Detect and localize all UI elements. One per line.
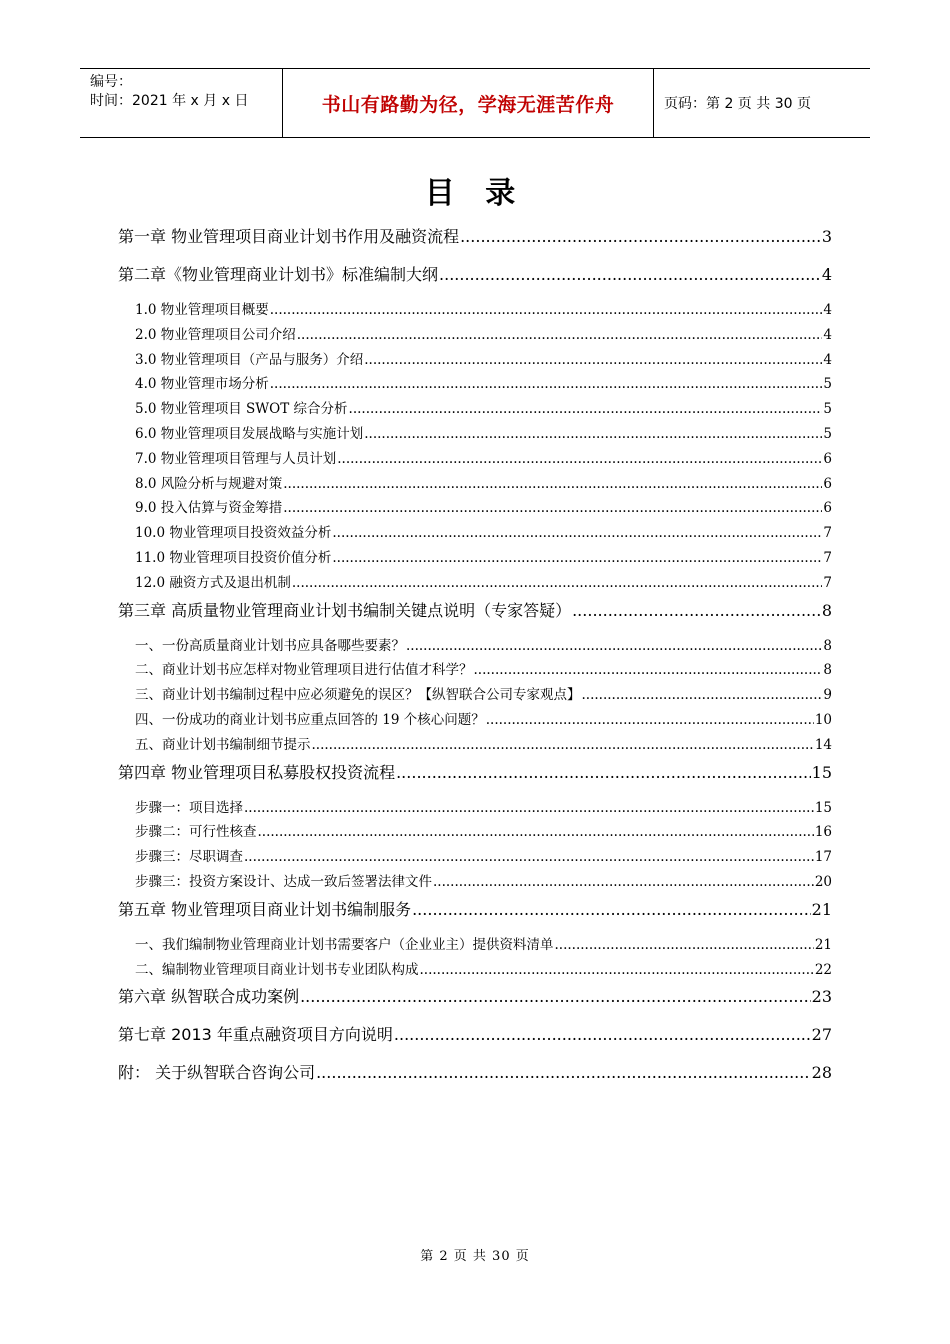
toc-section-entry[interactable] [118,820,832,845]
toc-entry-text: 第七章 2013 年重点融资项目方向说明 [118,1025,393,1045]
toc-entry-text: 11.0 物业管理项目投资价值分析 [135,549,332,566]
toc-leader-dots [283,472,822,496]
toc-leader-dots [270,372,823,396]
toc-entry-text: 4.0 物业管理市场分析 [135,376,269,393]
toc-entry-text: 10.0 物业管理项目投资效益分析 [135,525,332,542]
toc-section-entry[interactable] [118,323,832,348]
toc-page-number: 8 [823,637,832,654]
toc-section-entry[interactable] [118,546,832,571]
toc-leader-dots [364,422,822,446]
toc-page-number: 17 [814,849,832,866]
toc-page-number: 5 [823,425,832,442]
toc-page-number: 15 [811,762,832,782]
toc-page-number: 9 [823,687,832,704]
toc-section-entry[interactable] [118,708,832,733]
toc-entry-text: 五、商业计划书编制细节提示 [135,736,311,753]
toc-section-entry[interactable] [118,521,832,546]
toc-chapter-entry[interactable] [118,758,832,796]
toc-section-entry[interactable] [118,933,832,958]
toc-entry-text: 7.0 物业管理项目管理与人员计划 [135,450,337,467]
toc-leader-dots [396,760,811,786]
toc-entry-text: 12.0 融资方式及退出机制 [135,574,291,591]
toc-chapter-entry[interactable] [118,222,832,260]
toc-chapter-entry[interactable] [118,1020,832,1058]
toc-page-number: 4 [823,302,832,318]
table-of-contents [118,222,832,1096]
toc-section-entry[interactable] [118,796,832,821]
toc-section-entry[interactable] [118,870,832,895]
toc-page-number: 21 [814,936,832,953]
toc-page-number: 6 [823,500,832,517]
toc-leader-dots [572,598,821,624]
toc-page-number: 7 [823,525,832,542]
toc-entry-text: 二、编制物业管理项目商业计划书专业团队构成 [135,961,419,978]
toc-chapter-entry[interactable] [118,895,832,933]
toc-leader-dots [300,984,811,1010]
toc-page-number: 6 [823,475,832,492]
toc-section-entry[interactable] [118,658,832,683]
toc-leader-dots [332,546,822,570]
toc-page-number: 10 [814,711,832,728]
toc-leader-dots [244,845,814,869]
toc-leader-dots [486,708,814,732]
toc-page-number: 7 [823,574,832,591]
toc-section-entry[interactable] [118,298,832,323]
toc-page-number: 4 [823,326,832,343]
toc-page-number: 8 [821,600,832,620]
toc-leader-dots [283,496,822,520]
toc-entry-text: 步骤三：投资方案设计、达成一致后签署法律文件 [135,873,432,890]
toc-leader-dots [555,933,814,957]
toc-entry-text: 四、一份成功的商业计划书应重点回答的 19 个核心问题？ [135,711,485,728]
toc-entry-text: 3.0 物业管理项目（产品与服务）介绍 [135,351,364,368]
toc-section-entry[interactable] [118,422,832,447]
toc-entry-text: 附： 关于纵智联合咨询公司 [118,1063,316,1083]
toc-leader-dots [474,658,823,682]
toc-entry-text: 步骤二：可行性核查 [135,824,257,841]
toc-page-number: 21 [811,899,832,919]
toc-page-number: 16 [814,824,832,841]
toc-entry-text: 步骤三：尽职调查 [135,849,243,866]
toc-leader-dots [460,224,821,250]
toc-section-entry[interactable] [118,845,832,870]
toc-section-entry[interactable] [118,397,832,422]
toc-section-entry[interactable] [118,472,832,497]
toc-entry-text: 8.0 风险分析与规避对策 [135,475,283,492]
toc-leader-dots [394,1022,811,1048]
toc-chapter-entry[interactable] [118,260,832,298]
toc-entry-text: 5.0 物业管理项目 SWOT 综合分析 [135,401,348,418]
toc-page-number: 4 [823,351,832,368]
toc-leader-dots [433,870,814,894]
toc-page-number: 5 [823,376,832,393]
toc-entry-text: 6.0 物业管理项目发展战略与实施计划 [135,425,364,442]
toc-entry-text: 第四章 物业管理项目私募股权投资流程 [118,762,396,782]
toc-page-number: 27 [811,1025,832,1045]
toc-entry-text: 一、一份高质量商业计划书应具备哪些要素？ [135,637,405,654]
header-number: 编号： [90,74,132,90]
toc-title: 目 录 [424,176,526,211]
toc-page-number: 7 [823,549,832,566]
toc-page-number: 6 [823,450,832,467]
toc-page-number: 5 [823,401,832,418]
toc-page-number: 15 [814,799,832,816]
toc-entry-text: 第六章 纵智联合成功案例 [118,987,300,1007]
toc-leader-dots [364,348,822,372]
toc-section-entry[interactable] [118,634,832,659]
toc-leader-dots [439,262,821,288]
toc-chapter-entry[interactable] [118,1058,832,1096]
header-time: 时间：2021 年 x 月 x 日 [90,93,249,109]
toc-leader-dots [337,447,822,471]
toc-leader-dots [420,958,814,982]
toc-leader-dots [582,683,823,707]
page-footer: 第 2 页 共 30 页 [420,1249,530,1264]
toc-chapter-entry[interactable] [118,982,832,1020]
toc-leader-dots [332,521,822,545]
toc-entry-text: 三、商业计划书编制过程中应必须避免的误区？【纵智联合公司专家观点】 [135,687,581,704]
toc-entry-text: 第一章 物业管理项目商业计划书作用及融资流程 [118,227,460,246]
header-meta [80,69,283,137]
toc-leader-dots [292,571,823,595]
toc-page-number: 14 [814,736,832,753]
toc-entry-text: 二、商业计划书应怎样对物业管理项目进行估值才科学？ [135,662,473,679]
header-page: 页码：第 2 页 共 30 页 [664,96,811,112]
toc-leader-dots [316,1060,811,1086]
toc-section-entry[interactable] [118,733,832,758]
toc-section-entry[interactable] [118,496,832,521]
toc-page-number: 8 [823,662,832,679]
toc-page-number: 4 [821,265,832,284]
toc-leader-dots [258,820,814,844]
toc-leader-dots [406,634,822,658]
toc-page-number: 20 [814,873,832,890]
toc-page-number: 22 [814,961,832,978]
toc-leader-dots [349,397,823,421]
toc-leader-dots [312,733,814,757]
toc-entry-text: 1.0 物业管理项目概要 [135,302,269,318]
toc-entry-text: 第五章 物业管理项目商业计划书编制服务 [118,899,412,919]
page-header [80,68,870,138]
toc-section-entry[interactable] [118,348,832,373]
toc-chapter-entry[interactable] [118,596,832,634]
toc-entry-text: 第二章《物业管理商业计划书》标准编制大纲 [118,265,439,284]
header-motto: 书山有路勤为径，学海无涯苦作舟 [283,69,654,137]
toc-entry-text: 第三章 高质量物业管理商业计划书编制关键点说明（专家答疑） [118,600,572,620]
toc-page-number: 28 [811,1063,832,1083]
toc-section-entry[interactable] [118,571,832,596]
toc-leader-dots [244,796,814,820]
toc-leader-dots [412,897,811,923]
toc-entry-text: 步骤一：项目选择 [135,799,243,816]
toc-section-entry[interactable] [118,372,832,397]
toc-entry-text: 9.0 投入估算与资金筹措 [135,500,283,517]
toc-leader-dots [270,298,823,322]
toc-section-entry[interactable] [118,447,832,472]
toc-entry-text: 2.0 物业管理项目公司介绍 [135,326,296,343]
toc-leader-dots [297,323,823,347]
toc-page-number: 23 [811,987,832,1007]
toc-section-entry[interactable] [118,958,832,983]
toc-section-entry[interactable] [118,683,832,708]
toc-entry-text: 一、我们编制物业管理商业计划书需要客户（企业业主）提供资料清单 [135,936,554,953]
toc-page-number: 3 [821,227,832,246]
